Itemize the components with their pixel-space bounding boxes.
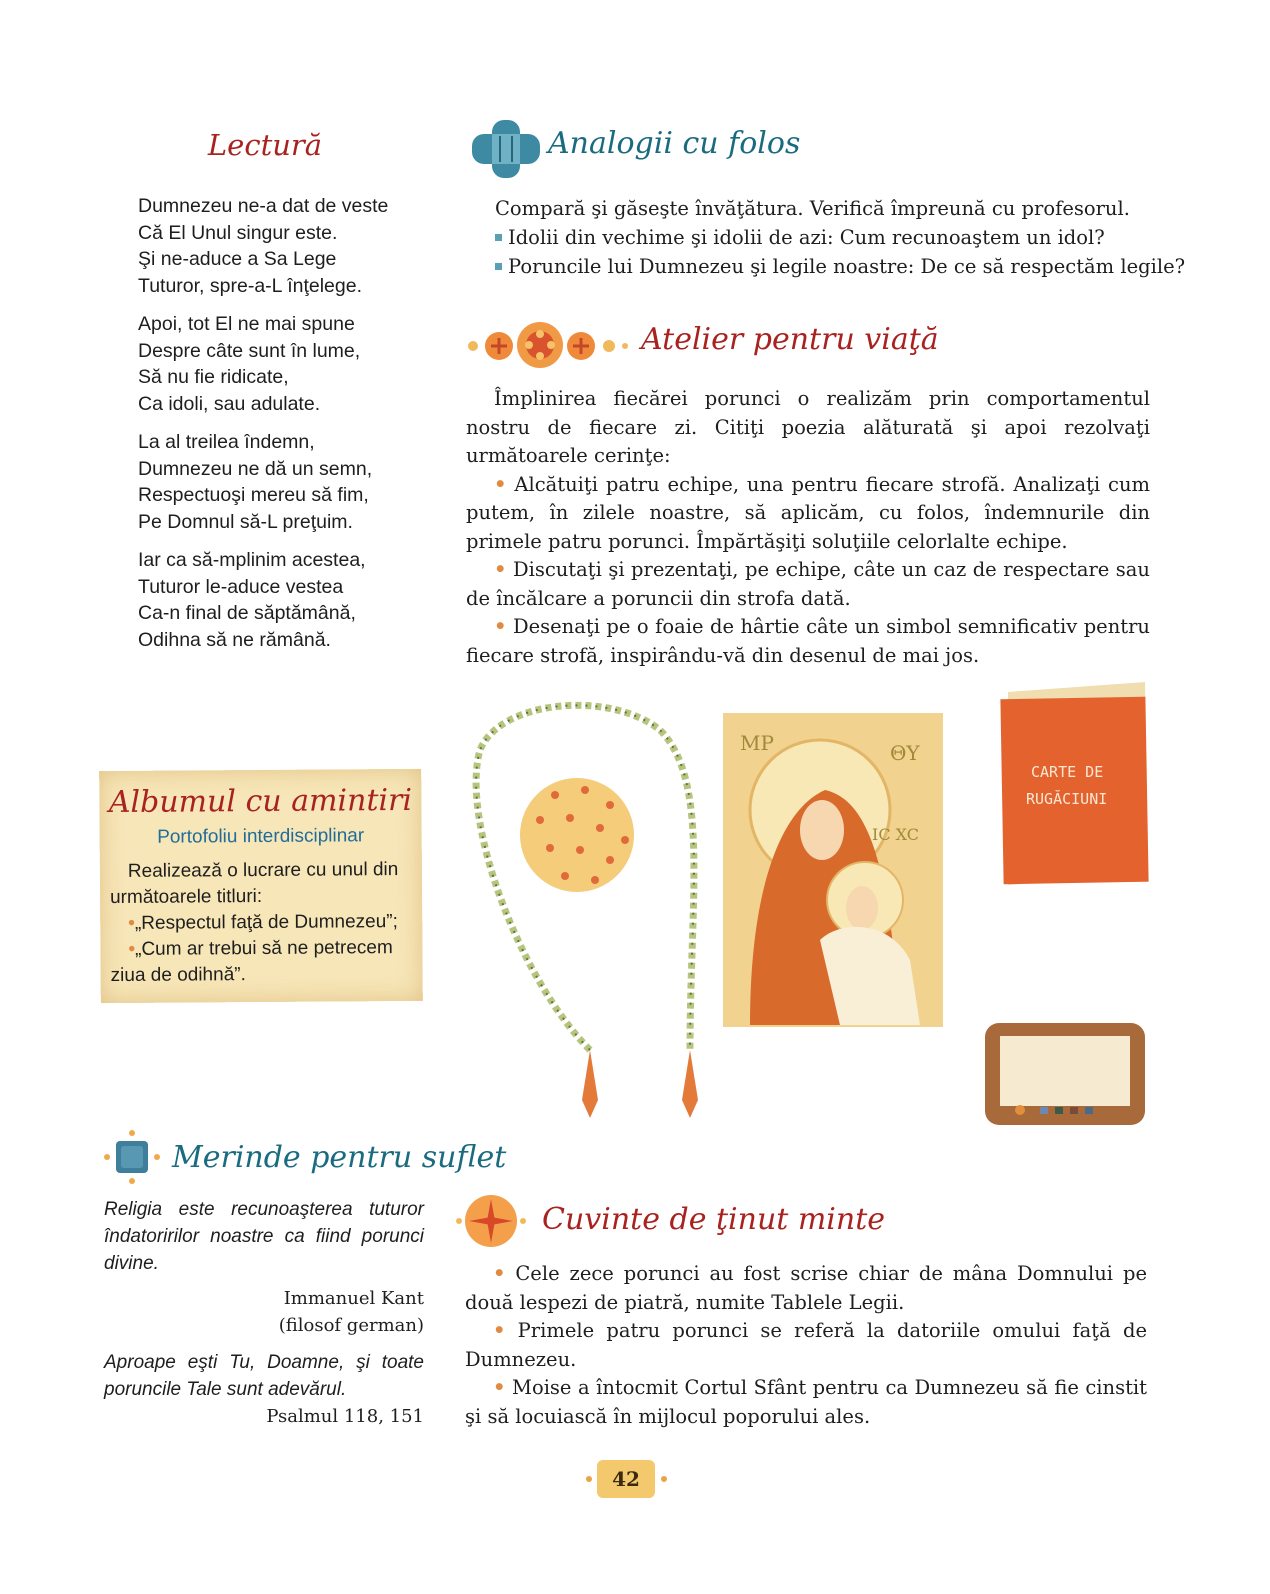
analogii-title: Analogii cu folos — [548, 126, 801, 161]
merinde-body — [104, 1196, 424, 1430]
album-box — [99, 769, 423, 1003]
blue-square-ornament-icon — [103, 1130, 161, 1184]
cuvinte-title: Cuvinte de ţinut minte — [542, 1202, 886, 1237]
poem-stanza — [138, 311, 438, 417]
poem-line: Respectuoşi mereu să fim, — [138, 484, 369, 506]
poem-line: Despre câte sunt în lume, — [138, 339, 361, 362]
atelier-intro: Împlinirea fiecărei porunci o realizăm prin comportamentul nostru de fiecare zi. Citiţi poezia alăturată şi apoi rezolvaţi următoarele cerinţe: — [466, 387, 1150, 467]
album-line: Realizează o lucrare cu unul din — [127, 859, 399, 882]
book-title-line-1: CARTE DE — [1031, 763, 1104, 781]
square-bullet-icon — [495, 234, 502, 241]
poem-line: Iar ca să-mplinim acestea, — [138, 549, 366, 571]
atelier-body — [466, 385, 1150, 670]
list-item: • Alcătuiţi patru echipe, una pentru fiecare strofă. Analizaţi cum putem, în zilele noastre, să aplicăm, cu folos, îndemnurile din primele patru porunci. Împărtăşiţi soluţiile celorlalte echipe. — [466, 472, 1151, 553]
list-item: • Primele patru porunci se referă la datoriile omului faţă de Dumnezeu. — [465, 1319, 1147, 1371]
list-item: •„Cum ar trebui să ne petrecem — [128, 937, 393, 960]
poem-line: Apoi, tot El ne mai spune — [138, 313, 355, 335]
lectura-title: Lectură — [207, 128, 323, 162]
icon-inscription-right: ΘY — [890, 741, 920, 765]
quote: Aproape eşti Tu, Doamne, şi toate poruncile Tale sunt adevărul. — [104, 1352, 424, 1400]
poem-line: Şi ne-aduce a Sa Lege — [138, 248, 337, 270]
list-item: • Cele zece porunci au fost scrise chiar de mâna Domnului pe două lespezi de piatră, numite Tablele Legii. — [465, 1262, 1147, 1314]
dotted-ball-icon — [520, 778, 634, 892]
merinde-title: Merinde pentru suflet — [172, 1140, 507, 1175]
poem-line: Odihna să ne rămână. — [138, 628, 331, 651]
page-number-ornament-icon — [661, 1476, 667, 1482]
list-item: •„Respectul faţă de Dumnezeu”; — [128, 911, 398, 934]
bullet-icon: • — [494, 615, 507, 638]
bullet-icon: • — [493, 1319, 506, 1342]
analogii-body — [495, 194, 1186, 281]
list-item: • Discutaţi şi prezentaţi, pe echipe, câte un caz de respectare sau de încălcare a poruncii din strofa dată. — [466, 558, 1150, 610]
prayer-book-icon — [1000, 682, 1148, 885]
illustration — [460, 680, 1160, 1130]
list-item: Idolii din vechime şi idolii de azi: Cum recunoaştem un idol? — [495, 223, 1175, 252]
cuvinte-body — [465, 1260, 1147, 1431]
analogii-intro: Compară şi găseşte învăţătura. Verifică împreună cu profesorul. — [495, 197, 1130, 220]
quote: Religia este recunoaşterea tuturor îndatoririlor noastre ca fiind porunci divine. — [104, 1199, 424, 1274]
quote-author-note: (filosof german) — [278, 1315, 424, 1336]
icon-inscription-left: MP — [740, 731, 774, 755]
tablet-icon — [985, 1023, 1145, 1125]
square-bullet-icon — [495, 263, 502, 270]
poem-line: Tuturor le-aduce vestea — [138, 575, 344, 598]
page-number-ornament-icon — [586, 1476, 592, 1482]
quote-author: Immanuel Kant — [283, 1288, 424, 1309]
bullet-icon: • — [494, 472, 507, 496]
album-body — [110, 857, 416, 989]
poem-line: Că El Unul singur este. — [138, 221, 338, 244]
list-item: • Desenaţi pe o foaie de hârtie câte un simbol semnificativ pentru fiecare strofă, inspirându-vă din desenul de mai jos. — [466, 615, 1150, 667]
bullet-icon: • — [493, 1262, 506, 1285]
album-line: următoarele titluri: — [110, 885, 263, 909]
poem-line: Pe Domnul să-L preţuim. — [138, 510, 353, 533]
icon-inscription-christ: IC XC — [872, 825, 919, 844]
bullet-icon: • — [128, 938, 136, 960]
poem — [138, 193, 438, 665]
book-title-line-2: RUGĂCIUNI — [1026, 790, 1108, 808]
poem-line: Dumnezeu ne-a dat de veste — [138, 195, 389, 217]
poem-line: Dumnezeu ne dă un semn, — [138, 457, 373, 480]
blue-cross-icon — [470, 118, 542, 180]
list-item: • Moise a întocmit Cortul Sfânt pentru ca Dumnezeu să fie cinstit şi să locuiască în mijlocul poporului ales. — [465, 1376, 1148, 1428]
poem-line: Ca-n final de săptămână, — [138, 602, 356, 624]
quote-source: Psalmul 118, 151 — [266, 1406, 424, 1427]
album-subtitle: Portofoliu interdisciplinar — [157, 825, 365, 848]
ornament-icon — [465, 316, 633, 374]
poem-stanza — [138, 547, 438, 653]
album-title: Albumul cu amintiri — [108, 782, 413, 821]
album-line: ziua de odihnă”. — [110, 964, 246, 987]
prayer-rope-icon — [476, 705, 698, 1118]
poem-stanza — [138, 193, 438, 299]
bullet-icon: • — [128, 912, 135, 934]
poem-stanza — [138, 429, 438, 535]
orange-cross-ornament-icon — [455, 1185, 527, 1257]
bullet-icon: • — [493, 1376, 506, 1399]
atelier-title: Atelier pentru viaţă — [641, 322, 939, 357]
theotokos-icon — [723, 713, 943, 1027]
list-item: Poruncile lui Dumnezeu şi legile noastre: De ce să respectăm legile? — [495, 252, 1175, 281]
poem-line: La al treilea îndemn, — [138, 431, 315, 453]
bullet-icon: • — [494, 558, 507, 581]
poem-line: Ca idoli, sau adulate. — [138, 392, 321, 415]
page-number: 42 — [597, 1460, 655, 1498]
poem-line: Să nu fie ridicate, — [138, 366, 289, 388]
poem-line: Tuturor, spre-a-L înţelege. — [138, 274, 363, 297]
